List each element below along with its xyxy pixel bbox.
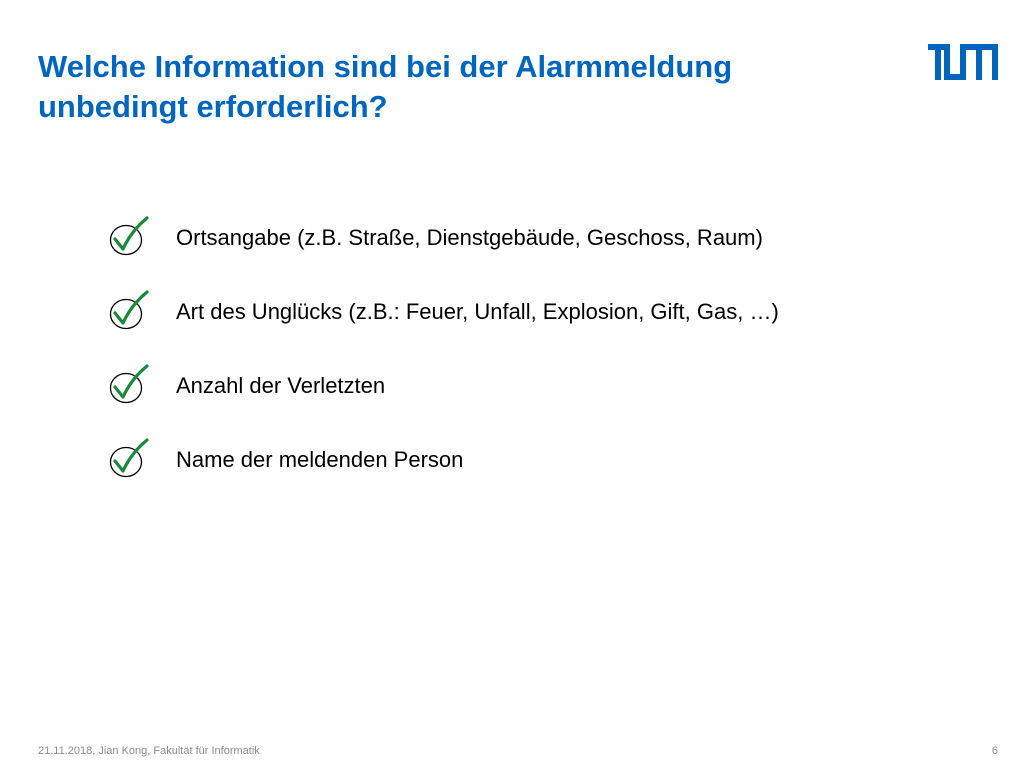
checklist-item-label: Name der meldenden Person xyxy=(176,447,464,472)
checkmark-in-circle-icon xyxy=(106,364,150,406)
checklist-item-label: Art des Unglücks (z.B.: Feuer, Unfall, Explosion, Gift, Gas, …) xyxy=(176,299,779,324)
slide-title-line-2: unbedingt erforderlich? xyxy=(38,89,388,124)
checklist-item-label: Anzahl der Verletzten xyxy=(176,373,386,398)
checkmark-in-circle-icon xyxy=(106,216,150,258)
slide-title xyxy=(38,47,838,127)
slide-title-line-1: Welche Information sind bei der Alarmmeldung xyxy=(38,49,733,84)
footer-text: 21.11.2018, Jian Kong, Fakultät für Informatik xyxy=(38,745,260,757)
checkmark-in-circle-icon xyxy=(106,290,150,332)
checklist-item-label: Ortsangabe (z.B. Straße, Dienstgebäude, Geschoss, Raum) xyxy=(176,225,763,250)
tum-logo xyxy=(928,44,998,80)
checkmark-in-circle-icon xyxy=(106,438,150,480)
page-number: 6 xyxy=(991,745,998,757)
